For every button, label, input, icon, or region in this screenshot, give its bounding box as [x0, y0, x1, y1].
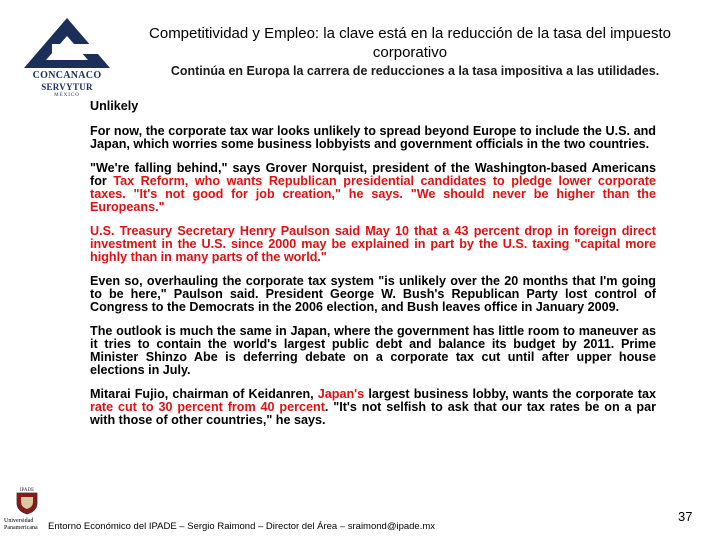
paragraph-2 — [90, 162, 656, 214]
page-subtitle: Continúa en Europa la carrera de reducciones a la tasa impositiva a las utilidades. — [170, 64, 660, 78]
logo-word-mexico: MÉXICO — [54, 93, 80, 98]
university-name: Universidad Panamericana — [4, 518, 38, 531]
paragraph-6-text-b: largest business lobby, wants the corporate tax — [364, 387, 656, 401]
paragraph-4: Even so, overhauling the corporate tax system "is unlikely over the 20 months that I'm going to be here," Paulson said. President George W. Bush's Republican Party lost control of Congress to the Democrats in the 2006 election, and Bush leaves office in January 2009. — [90, 274, 656, 314]
paragraph-6-highlight-a: Japan's — [317, 387, 365, 401]
paragraph-5: The outlook is much the same in Japan, where the government has little room to maneuver as it tries to contain the world's largest public debt and balance its budget by 2011. Prime Minister Shinzo Abe is deferring debate on a corporate tax cut until after upper house elections in July. — [90, 324, 656, 377]
concanaco-logo — [14, 14, 120, 100]
footer-text: Entorno Económico del IPADE – Sergio Raimond – Director del Área – sraimond@ipade.mx — [48, 521, 436, 532]
paragraph-1: For now, the corporate tax war looks unlikely to spread beyond Europe to include the U.S. and Japan, which worries some business lobbyists and government officials in the two countries. — [90, 124, 656, 151]
page-number: 37 — [678, 509, 693, 524]
paragraph-6 — [90, 388, 656, 427]
paragraph-6-text-c: . "It's not selfish to ask that our tax rates be on a par with those of other countries," he says. — [90, 400, 657, 427]
paragraph-2-text: "We're falling behind," says Grover Norquist, president of the Washington-based Americans for — [90, 161, 656, 188]
article-excerpt — [90, 100, 656, 438]
paragraph-6-text-a: Mitarai Fujio, chairman of Keidanren, — [90, 387, 318, 401]
paragraph-2-highlight: Tax Reform, who wants Republican presidential candidates to pledge lower corporate taxes. "It's not good for job creation," he says. "We should never be higher than the Europeans." — [90, 174, 656, 214]
paragraph-3: U.S. Treasury Secretary Henry Paulson said May 10 that a 43 percent drop in foreign direct investment in the U.S. since 2000 may be explained in part by the U.S. taxing "capital more highly than in many parts of the world." — [90, 224, 656, 264]
ipade-crest — [12, 485, 42, 515]
paragraph-6-highlight-b: rate cut to 30 percent from 40 percent — [90, 400, 325, 414]
page-title: Competitividad y Empleo: la clave está en la reducción de la tasa del impuesto corporativo — [149, 25, 671, 61]
ipade-shield-icon — [12, 485, 42, 515]
logo-word-concanaco: CONCANACO — [32, 70, 102, 81]
article-heading: Unlikely — [90, 99, 139, 113]
logo-word-servytur: SERVYTUR — [41, 82, 93, 92]
concanaco-emblem-icon — [14, 14, 120, 70]
svg-text:IPADE: IPADE — [19, 488, 35, 493]
